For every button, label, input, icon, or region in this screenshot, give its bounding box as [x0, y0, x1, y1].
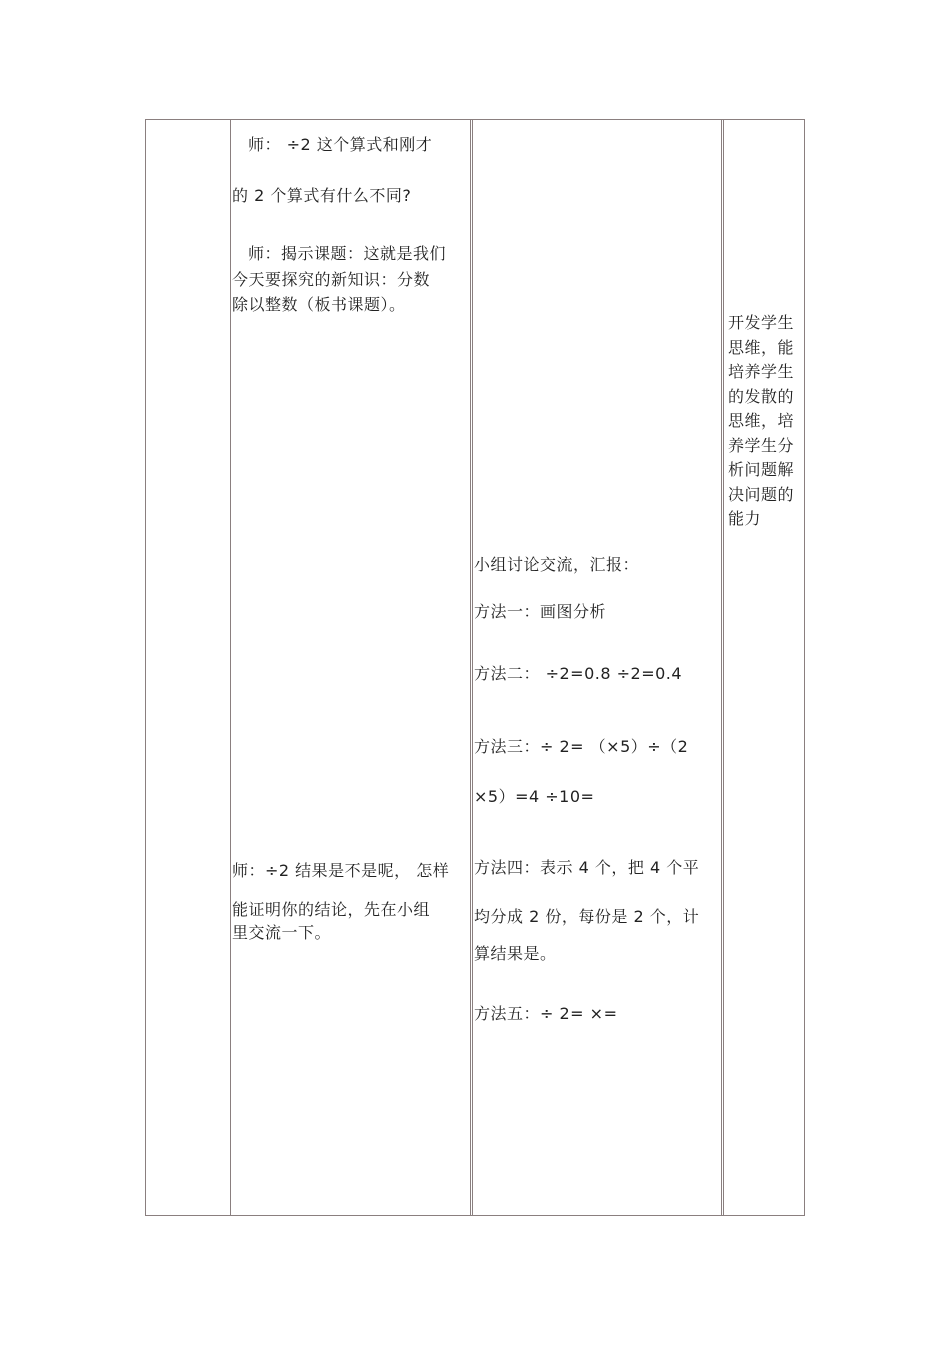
student-method-3: 方法三：÷ 2= （×5）÷（2	[474, 737, 689, 756]
student-method-4-end: 算结果是。	[474, 944, 557, 963]
student-method-4-cont: 均分成 2 份，每份是 2 个，计	[474, 907, 700, 926]
student-method-2: 方法二： ÷2=0.8 ÷2=0.4	[474, 664, 683, 683]
teacher-line-1: 师： ÷2 这个算式和刚才	[248, 135, 433, 154]
column-divider-1	[230, 120, 231, 1215]
student-method-1: 方法一：画图分析	[474, 602, 607, 621]
teacher-line-5: 除以整数（板书课题）。	[232, 295, 406, 314]
teacher-line-7: 能证明你的结论，先在小组	[232, 900, 431, 919]
teacher-line-8: 里交流一下。	[232, 923, 332, 942]
column-divider-3	[721, 120, 724, 1215]
student-method-4: 方法四：表示 4 个，把 4 个平	[474, 858, 700, 877]
student-method-3-cont: ×5）=4 ÷10=	[474, 787, 595, 806]
teacher-line-3: 师：揭示课题：这就是我们	[248, 244, 447, 263]
lesson-table	[145, 119, 805, 1216]
student-method-5: 方法五：÷ 2= ×=	[474, 1004, 618, 1023]
design-intent-text: 开发学生思维，能培养学生的发散的思维，培养学生分析问题解决问题的能力	[728, 313, 795, 528]
column-divider-2	[470, 120, 473, 1215]
teacher-line-2: 的 2 个算式有什么不同?	[232, 186, 412, 205]
teacher-line-6: 师：÷2 结果是不是呢， 怎样	[232, 861, 450, 880]
student-line-1: 小组讨论交流，汇报：	[474, 555, 640, 574]
teacher-line-4: 今天要探究的新知识：分数	[232, 270, 431, 289]
